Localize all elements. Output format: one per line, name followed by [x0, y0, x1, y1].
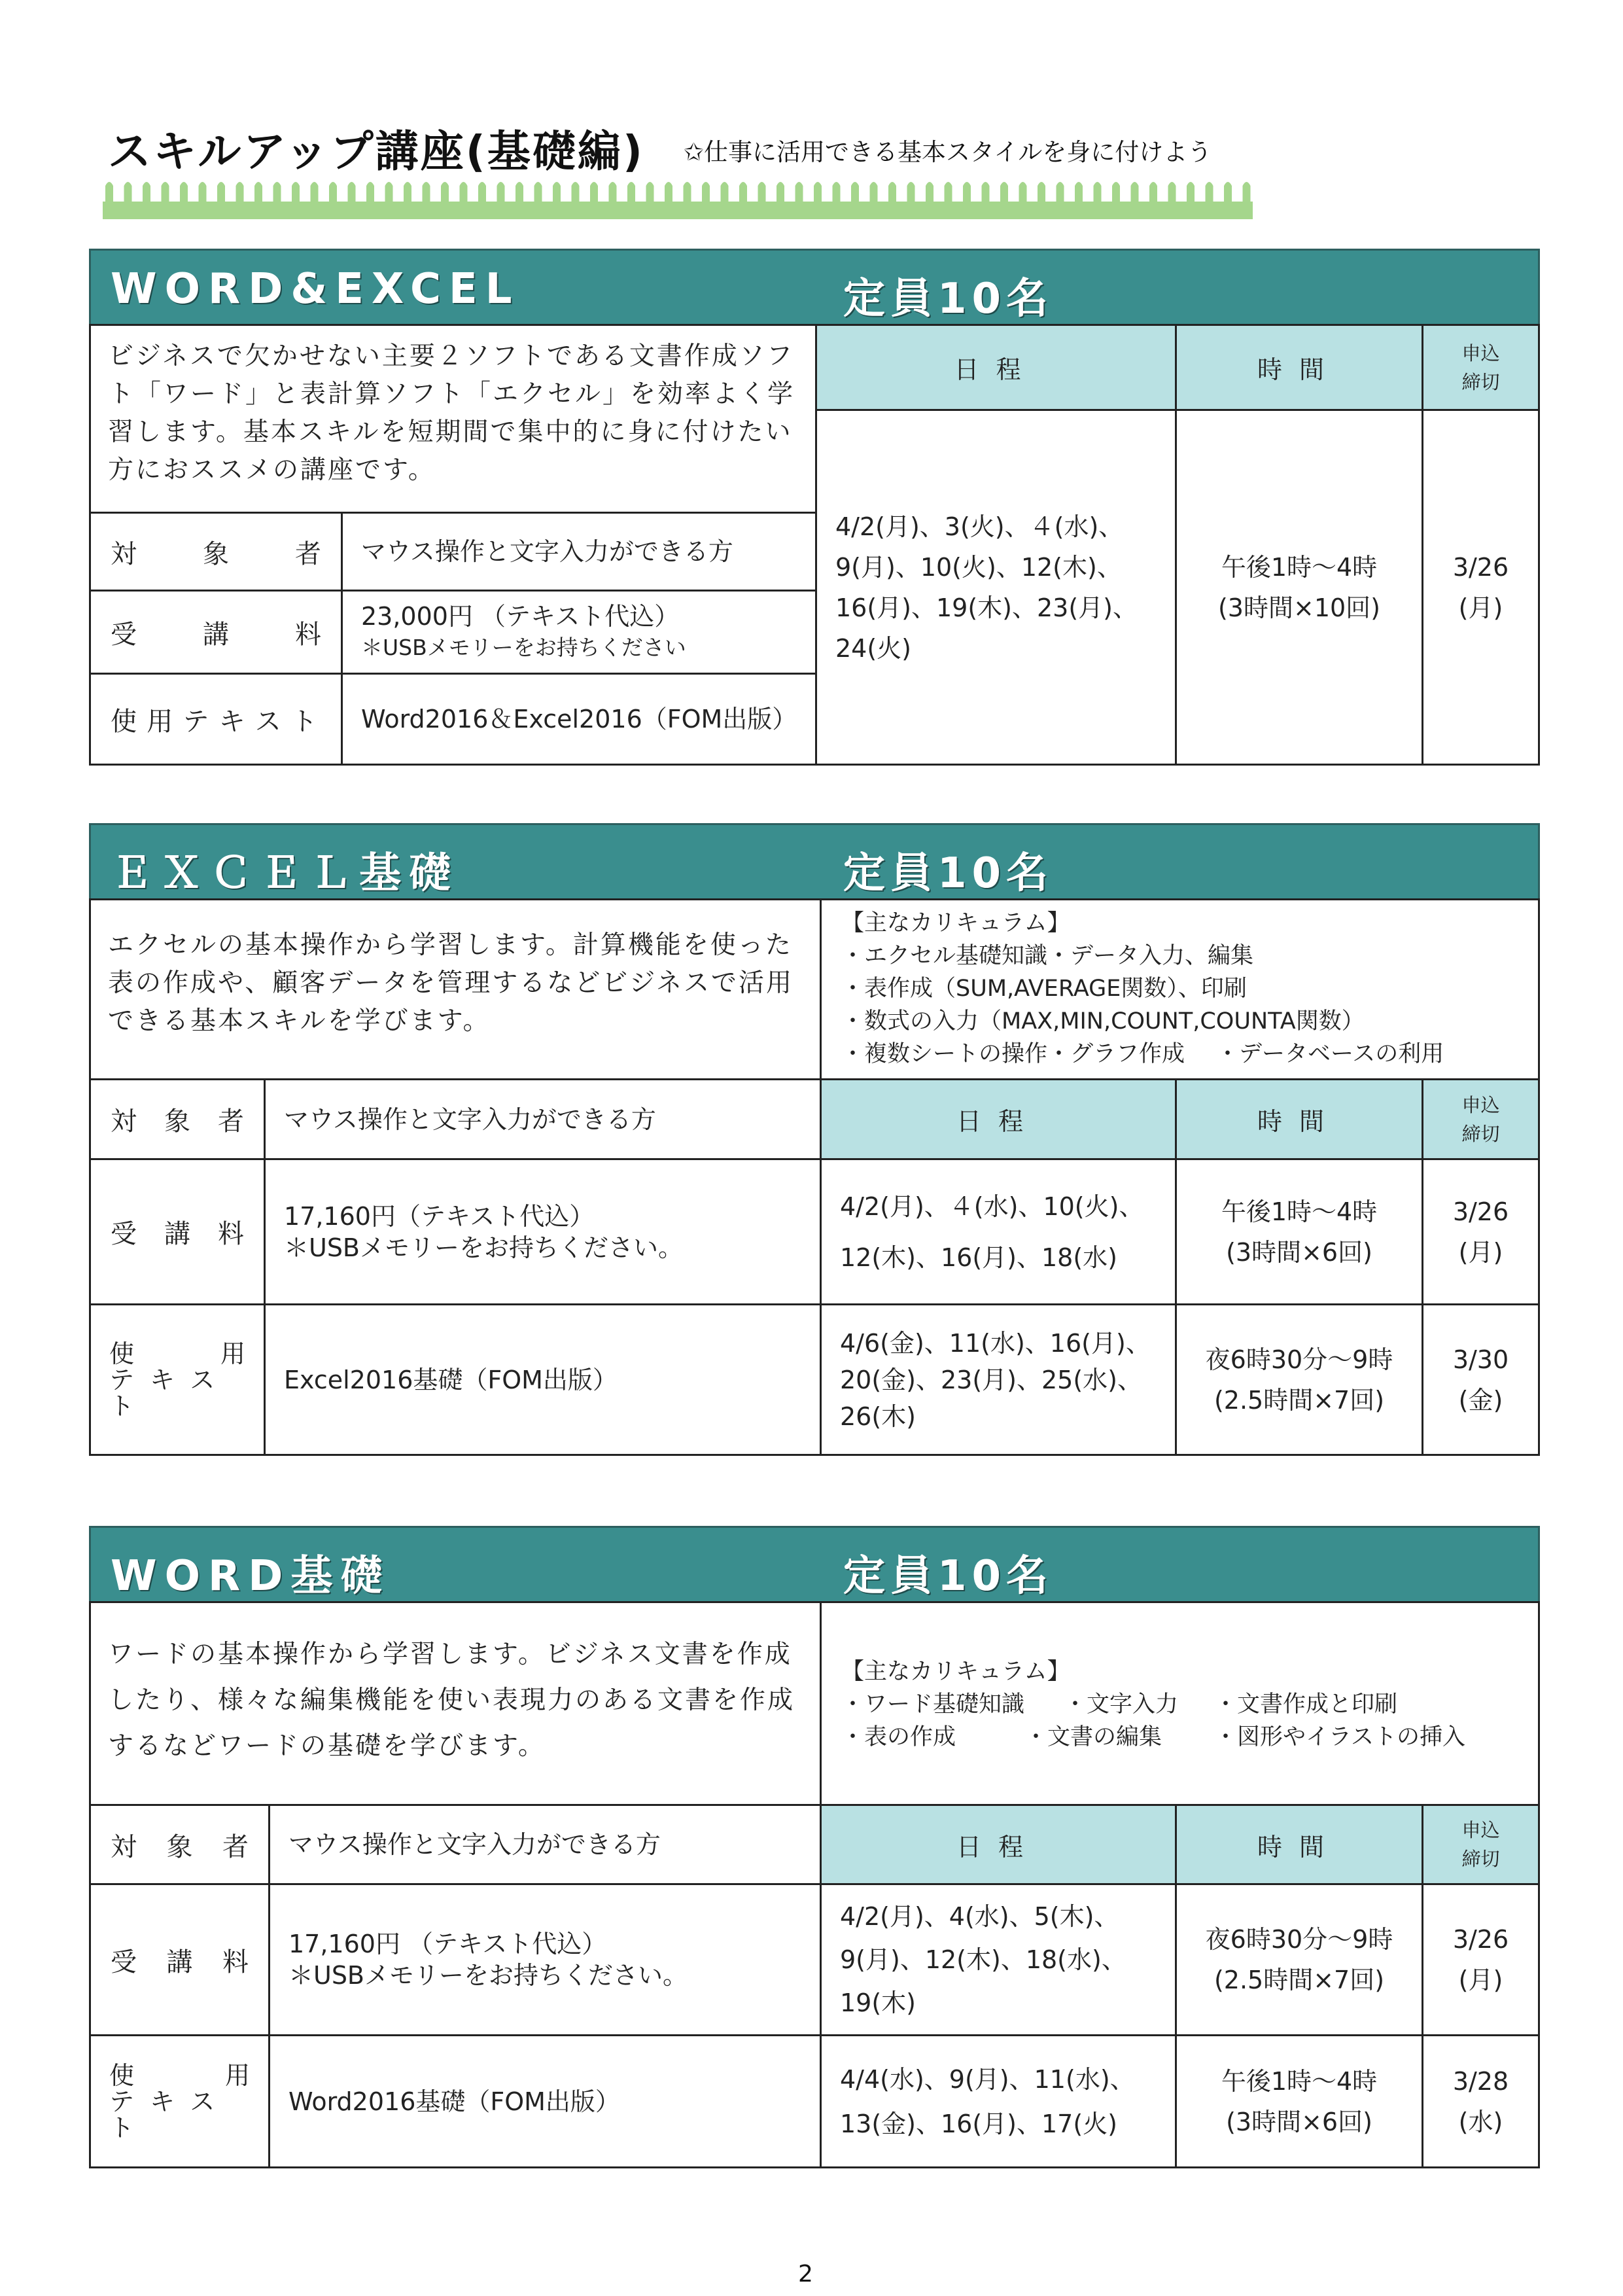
time-cell: 夜6時30分～9時 (2.5時間×7回) — [1175, 1303, 1423, 1456]
fee-value — [264, 1158, 822, 1305]
text-value: Word2016＆Excel2016（FOM出版） — [341, 673, 817, 766]
curriculum-title: 【主なカリキュラム】 — [841, 1659, 1070, 1685]
curriculum-item: ・表の作成 ・文書の編集 ・図形やイラストの挿入 — [841, 1724, 1465, 1750]
fee-value — [341, 590, 817, 675]
deadline-cell: 3/26 (月) — [1422, 1158, 1540, 1305]
fee-note: ＊USBメモリーをお持ちください。 — [288, 1961, 688, 1990]
curriculum-item: ・ワード基礎知識 ・文字入力 ・文書作成と印刷 — [841, 1691, 1398, 1718]
target-value: マウス操作と文字入力ができる方 — [341, 512, 817, 592]
text-value: Word2016基礎（FOM出版） — [268, 2034, 822, 2168]
course-header — [89, 823, 1540, 900]
curriculum-title: 【主なカリキュラム】 — [841, 910, 1070, 936]
time-cell: 午後1時～4時 (3時間×6回) — [1175, 2034, 1423, 2168]
course-name: WORD&EXCEL — [111, 265, 520, 313]
text-label: 使 用 テキスト — [89, 1303, 266, 1456]
course-word-basic — [89, 1526, 1540, 2168]
course-description: エクセルの基本操作から学習します。計算機能を使った表の作成や、顧客データを管理するなどビジネスで活用できる基本スキルを学びます。 — [89, 898, 822, 1080]
deadline-header: 申込 締切 — [1422, 324, 1540, 411]
course-capacity: 定員10名 — [843, 275, 1054, 323]
curriculum-box — [820, 898, 1540, 1080]
schedule-cell: 4/2(月)、3(火)、４(水)、 9(月)、10(火)、12(木)、 16(月)、19(木)、23(月)、 24(火) — [815, 409, 1177, 766]
decorative-wave-border — [103, 177, 1253, 219]
fee-amount: 17,160円 （テキスト代込） — [288, 1930, 607, 1958]
curriculum-box — [820, 1601, 1540, 1806]
time-cell: 午後1時～4時 (3時間×10回) — [1175, 409, 1423, 766]
course-word-excel — [89, 249, 1540, 766]
curriculum-item: ・エクセル基礎知識・データ入力、編集 — [841, 943, 1254, 969]
time-cell: 夜6時30分～9時 (2.5時間×7回) — [1175, 1883, 1423, 2036]
course-capacity: 定員10名 — [843, 1552, 1054, 1600]
target-label: 対 象 者 — [89, 1078, 266, 1160]
deadline-cell: 3/26 (月) — [1422, 1883, 1540, 2036]
schedule-cell: 4/2(月)、4(水)、5(木)、 9(月)、12(木)、18(水)、 19(木) — [820, 1883, 1177, 2036]
course-header — [89, 1526, 1540, 1603]
deadline-cell: 3/26 (月) — [1422, 409, 1540, 766]
text-label: 使 用 テ キ ス ト — [89, 673, 343, 766]
text-label: 使 用 テキスト — [89, 2034, 270, 2168]
page-subtitle: ✩仕事に活用できる基本スタイルを身に付けよう — [684, 138, 1212, 166]
curriculum-item: ・数式の入力（MAX,MIN,COUNT,COUNTA関数） — [841, 1008, 1365, 1034]
course-header — [89, 249, 1540, 326]
deadline-header: 申込 締切 — [1422, 1804, 1540, 1885]
schedule-header: 日程 — [815, 324, 1177, 411]
time-header: 時間 — [1175, 324, 1423, 411]
fee-label: 受 講 料 — [89, 590, 343, 675]
fee-label: 受 講 料 — [89, 1883, 270, 2036]
time-header: 時間 — [1175, 1078, 1423, 1160]
time-header: 時間 — [1175, 1804, 1423, 1885]
course-name: WORD基礎 — [111, 1552, 391, 1600]
target-label: 対 象 者 — [89, 1804, 270, 1885]
schedule-header: 日程 — [820, 1804, 1177, 1885]
deadline-header: 申込 締切 — [1422, 1078, 1540, 1160]
curriculum-item: ・表作成（SUM,AVERAGE関数）、印刷 — [841, 976, 1247, 1002]
page-number: 2 — [798, 2261, 813, 2287]
time-cell: 午後1時～4時 (3時間×6回) — [1175, 1158, 1423, 1305]
fee-note: ＊USBメモリーをお持ちください — [361, 635, 686, 660]
fee-note: ＊USBメモリーをお持ちください。 — [284, 1233, 684, 1262]
target-value: マウス操作と文字入力ができる方 — [268, 1804, 822, 1885]
fee-label: 受 講 料 — [89, 1158, 266, 1305]
page-title-row — [108, 116, 1253, 177]
target-label: 対 象 者 — [89, 512, 343, 592]
fee-value — [268, 1883, 822, 2036]
fee-amount: 23,000円 （テキスト代込） — [361, 602, 680, 631]
fee-amount: 17,160円（テキスト代込） — [284, 1201, 595, 1231]
schedule-cell: 4/4(水)、9(月)、11(水)、 13(金)、16(月)、17(火) — [820, 2034, 1177, 2168]
course-description: ワードの基本操作から学習します。ビジネス文書を作成したり、様々な編集機能を使い表現力のある文書を作成するなどワードの基礎を学びます。 — [89, 1601, 822, 1806]
target-value: マウス操作と文字入力ができる方 — [264, 1078, 822, 1160]
course-description: ビジネスで欠かせない主要２ソフトである文書作成ソフト「ワード」と表計算ソフト「エクセル」を効率よく学習します。基本スキルを短期間で集中的に身に付けたい方におススメの講座です。 — [89, 324, 817, 514]
curriculum-item: ・複数シートの操作・グラフ作成 ・データベースの利用 — [841, 1041, 1444, 1067]
text-value: Excel2016基礎（FOM出版） — [264, 1303, 822, 1456]
deadline-cell: 3/28 (水) — [1422, 2034, 1540, 2168]
schedule-cell: 4/2(月)、４(水)、10(火)、 12(木)、16(月)、18(水) — [820, 1158, 1177, 1305]
course-name: ＥＸＣＥＬ基礎 — [111, 849, 459, 898]
deadline-cell: 3/30 (金) — [1422, 1303, 1540, 1456]
course-excel-basic — [89, 823, 1540, 1456]
schedule-header: 日程 — [820, 1078, 1177, 1160]
course-capacity: 定員10名 — [843, 849, 1054, 898]
schedule-cell: 4/6(金)、11(水)、16(月)、 20(金)、23(月)、25(水)、 26(木) — [820, 1303, 1177, 1456]
page-title: スキルアップ講座(基礎編) — [108, 126, 645, 177]
